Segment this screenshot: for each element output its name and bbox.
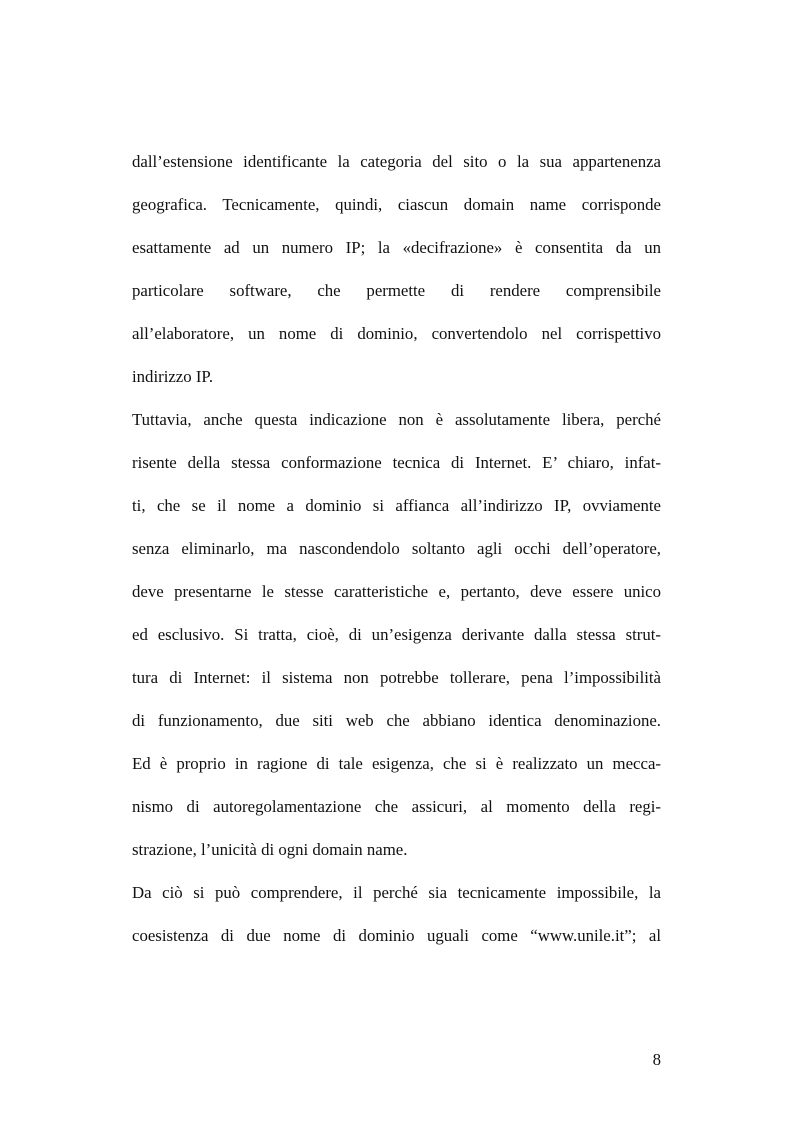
text-line: ti, che se il nome a dominio si affianca all’indirizzo IP, ovviamente [132, 496, 661, 515]
text-line: particolare software, che permette di rendere comprensibile [132, 281, 661, 300]
text-line: indirizzo IP. [132, 367, 214, 386]
text-line: nismo di autoregolamentazione che assicuri, al momento della regi- [132, 797, 661, 816]
text-line: senza eliminarlo, ma nascondendolo soltanto agli occhi dell’operatore, [132, 539, 661, 558]
text-line: Tuttavia, anche questa indicazione non è assolutamente libera, perché [132, 410, 661, 429]
text-line: geografica. Tecnicamente, quindi, ciascun domain name corrisponde [132, 195, 661, 214]
text-line: ed esclusivo. Si tratta, cioè, di un’esigenza derivante dalla stessa strut- [132, 625, 661, 644]
text-line: Da ciò si può comprendere, il perché sia tecnicamente impossibile, la [132, 883, 661, 902]
text-line: strazione, l’unicità di ogni domain name. [132, 840, 408, 859]
text-line: tura di Internet: il sistema non potrebbe tollerare, pena l’impossibilità [132, 668, 661, 687]
text-line: risente della stessa conformazione tecnica di Internet. E’ chiaro, infat- [132, 453, 661, 472]
text-line: all’elaboratore, un nome di dominio, convertendolo nel corrispettivo [132, 324, 661, 343]
text-line: di funzionamento, due siti web che abbiano identica denominazione. [132, 711, 661, 730]
text-line: dall’estensione identificante la categoria del sito o la sua appartenenza [132, 152, 661, 171]
body-text [132, 146, 661, 963]
page-number: 8 [652, 1050, 661, 1069]
text-line: deve presentarne le stesse caratteristiche e, pertanto, deve essere unico [132, 582, 661, 601]
text-line: esattamente ad un numero IP; la «decifrazione» è consentita da un [132, 238, 661, 257]
text-line: Ed è proprio in ragione di tale esigenza, che si è realizzato un mecca- [132, 754, 661, 773]
text-line: coesistenza di due nome di dominio uguali come “www.unile.it”; al [132, 926, 661, 945]
